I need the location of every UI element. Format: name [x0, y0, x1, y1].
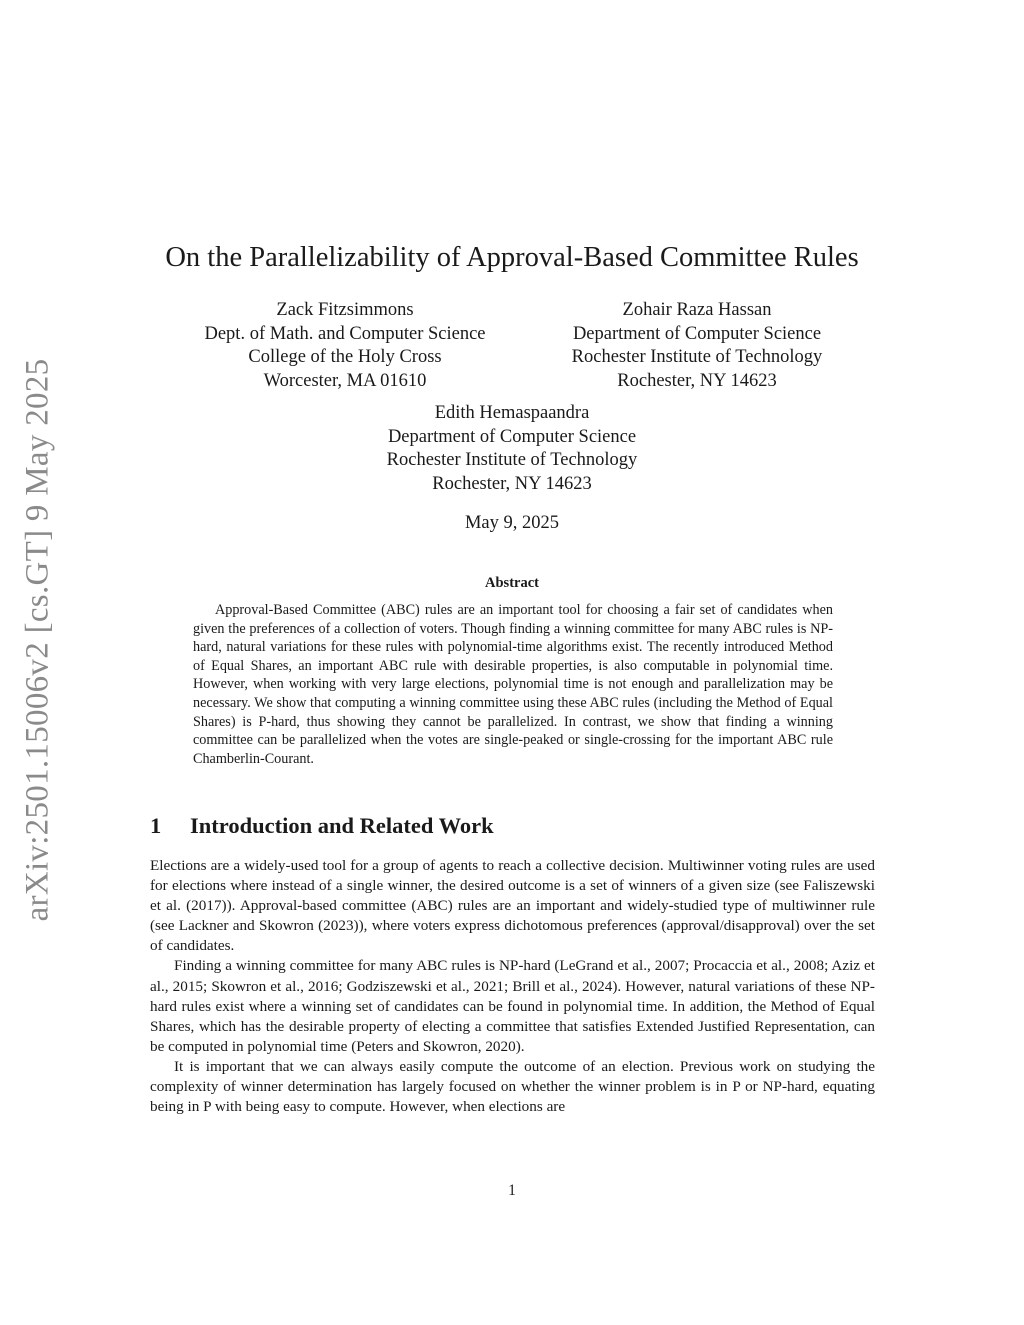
body-paragraph: Elections are a widely-used tool for a group of agents to reach a collective decision. Multiwinner voting rules are used for elections where instead of a single winner, the desired outcome is a set of winners of a given size (see Faliszewski et al. (2017)). Approval-based committee (ABC) rules are an important and widely-studied type of multiwinner rule (see Lackner and Skowron (2023)), where voters express dichotomous preferences (approval/disapproval) over the set of candidates. — [150, 857, 875, 955]
author-department: Department of Computer Science — [387, 426, 637, 447]
author-department: Dept. of Math. and Computer Science — [204, 323, 486, 344]
author-institution: College of the Holy Cross — [248, 347, 442, 367]
publication-date: May 9, 2025 — [464, 513, 560, 533]
author-name: Edith Hemaspaandra — [434, 403, 590, 423]
section-title: Introduction and Related Work — [190, 813, 494, 838]
author-institution: Rochester Institute of Technology — [386, 450, 638, 470]
author-block-3 — [312, 402, 712, 496]
author-block-2 — [532, 299, 862, 393]
author-location: Rochester, NY 14623 — [432, 473, 592, 494]
author-name: Zack Fitzsimmons — [276, 300, 414, 320]
author-location: Worcester, MA 01610 — [263, 370, 427, 391]
author-block-1 — [175, 299, 515, 393]
section-number: 1 — [150, 813, 162, 838]
author-department: Department of Computer Science — [572, 323, 822, 344]
arxiv-identifier-stamp: arXiv:2501.15006v2 [cs.GT] 9 May 2025 — [19, 358, 56, 922]
author-location: Rochester, NY 14623 — [617, 370, 777, 391]
paper-title: On the Parallelizability of Approval-Based Committee Rules — [165, 242, 859, 273]
section-heading — [150, 813, 494, 839]
author-name: Zohair Raza Hassan — [622, 300, 772, 320]
abstract-text: Approval-Based Committee (ABC) rules are an important tool for choosing a fair set of candidates when given the preferences of a collection of voters. Though finding a winning committee for many ABC rules is NP-hard, natural variations for these rules with polynomial-time algorithms exist. The recently introduced Method of Equal Shares, an important ABC rule with desirable properties, is also computable in polynomial time. However, when working with very large elections, polynomial time is not enough and parallelization may be necessary. We show that computing a winning committee using these ABC rules (including the Method of Equal Shares) is P-hard, thus showing they cannot be parallelized. In contrast, we show that finding a winning committee can be parallelized when the votes are single-peaked or single-crossing for the important ABC rule Chamberlin-Courant. — [193, 602, 833, 767]
page-number: 1 — [508, 1182, 516, 1199]
author-institution: Rochester Institute of Technology — [571, 347, 823, 367]
section-body — [150, 856, 875, 1117]
abstract-heading: Abstract — [485, 575, 539, 591]
body-paragraph: It is important that we can always easily compute the outcome of an election. Previous work on studying the complexity of winner determination has largely focused on whether the winner problem is in P or NP-hard, equating being in P with being easy to compute. However, when elections are — [150, 1057, 875, 1116]
body-paragraph: Finding a winning committee for many ABC rules is NP-hard (LeGrand et al., 2007; Procaccia et al., 2008; Aziz et al., 2015; Skowron et al., 2016; Godziszewski et al., 2021; Brill et al., 2024). However, natural variations of these NP-hard rules exist where a winning set of candidates can be found in polynomial time. In addition, the Method of Equal Shares, which has the desirable property of electing a committee that satisfies Extended Justified Representation, can be computed in polynomial time (Peters and Skowron, 2020). — [150, 957, 875, 1055]
